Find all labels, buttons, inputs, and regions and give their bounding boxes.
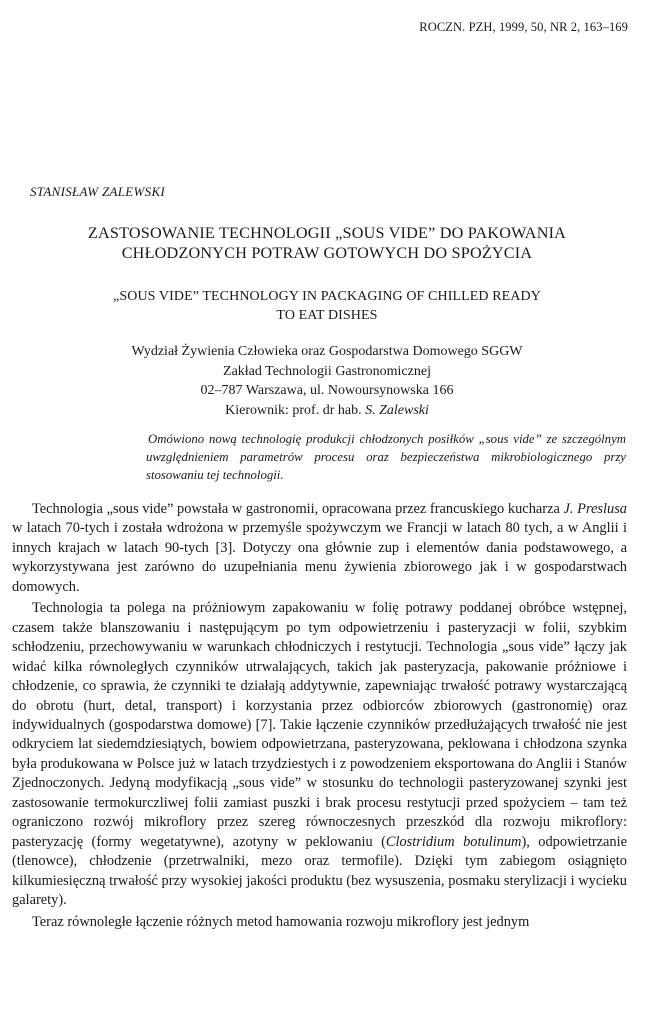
article-body <box>12 500 627 932</box>
paragraph-2-text-b: ), odpowietrzanie (tlenowce), chłodzenie (przetrwalniki, mezo oraz termofile). Dzięki tym zabiegom osiągnięto kilkumiesięczną trwałość przy wysokiej jakości produktu (bez wysuszenia, posmaku sterylizacji i wycieku galarety). <box>12 833 627 909</box>
abstract: Omówiono nową technologię produkcji chłodzonych posiłków „sous vide” ze szczególnym uwzględnieniem parametrów procesu oraz bezpieczeństwa mikrobiologicznego przy stosowaniu tej technologii. <box>146 432 626 482</box>
title-english-line-2: TO EAT DISHES <box>276 308 378 323</box>
author-name: STANISŁAW ZALEWSKI <box>30 184 166 199</box>
affiliation <box>0 342 654 420</box>
title-english <box>20 287 634 325</box>
title-english-line-1: „SOUS VIDE” TECHNOLOGY IN PACKAGING OF CHILLED READY <box>113 289 541 304</box>
title-polish <box>20 223 634 263</box>
paragraph-1-text-a: Technologia „sous vide” powstała w gastronomii, opracowana przez francuskiego kucharza <box>32 501 564 517</box>
title-polish-line-1: ZASTOSOWANIE TECHNOLOGII „SOUS VIDE” DO PAKOWANIA <box>87 224 567 242</box>
paragraph-2-text-a: Technologia ta polega na próżniowym zapakowaniu w folię potrawy poddanej obróbce wstępnej, czasem także blanszowaniu i następującym po tym odpowietrzeniu i pasteryzacji w folii, szybkim schłodzeniu, przechowywaniu w warunkach chłodniczych i restytucji. Technologia „sous vide” łączy jak widać kilka równoległych czynników utrwalających, takich jak pasteryzacja, pakowanie próżniowe i chłodzenie, co sprawia, że czynniki te działają addytywnie, zapewniając trwałość potrawy wystarczającą do obrotu (hurt, detal, transport) i korzystania przez odbiorców zbiorowych (gastronomię) oraz indywidualnych (gospodarstwa domowe) [7]. Takie łączenie czynników przedłużających trwałość nie jest odkryciem lat siedemdziesiątych, bowiem odpowietrzana, pasteryzowana, peklowana i chłodzona szynka była produkowana w Polsce już w latach trzydziestych i z powodzeniem eksportowana do Anglii i Stanów Zjednoczonych. Jedyną modyfikacją „sous vide” w stosunku do technologii pasteryzowanej szynki jest zastosowanie termokurczliwej folii zamiast puszki i brak procesu restytucji przed spożyciem – tam też ograniczono rozwój mikroflory przez szereg równoczesnych przeszkód dla rozwoju mikroflory: pasteryzację (formy wegetatywne), azotyny w peklowaniu ( <box>12 600 627 850</box>
affiliation-department: Zakład Technologii Gastronomicznej <box>223 363 431 379</box>
paragraph-3: Teraz równoległe łączenie różnych metod hamowania rozwoju mikroflory jest jednym <box>32 913 530 930</box>
affiliation-head <box>0 401 654 421</box>
paragraph-2 <box>12 599 627 910</box>
head-name: S. Zalewski <box>365 402 429 418</box>
paragraph-1-person: J. Preslusa <box>563 501 627 517</box>
paragraph-1 <box>12 500 627 597</box>
journal-citation: ROCZN. PZH, 1999, 50, NR 2, 163–169 <box>419 20 628 34</box>
head-label: Kierownik: prof. dr hab. <box>225 402 362 418</box>
affiliation-address: 02–787 Warszawa, ul. Nowoursynowska 166 <box>200 383 454 398</box>
title-polish-line-2: CHŁODZONYCH POTRAW GOTOWYCH DO SPOŻYCIA <box>121 244 533 262</box>
paragraph-2-species: Clostridium botulinum <box>385 833 522 850</box>
affiliation-faculty: Wydział Żywienia Człowieka oraz Gospodarstwa Domowego SGGW <box>131 344 523 359</box>
paragraph-1-text-b: w latach 70-tych i została wdrożona w przemyśle spożywczym we Francji w latach 80 tych, a w Anglii i innych krajach w latach 90-tych [3]. Dotyczy ona głównie zup i elementów dania podstawowego, a wykorzystywana jest zarówno do uzupełniania menu żywienia zbiorowego jak i w gospodarstwach domowych. <box>12 520 627 595</box>
